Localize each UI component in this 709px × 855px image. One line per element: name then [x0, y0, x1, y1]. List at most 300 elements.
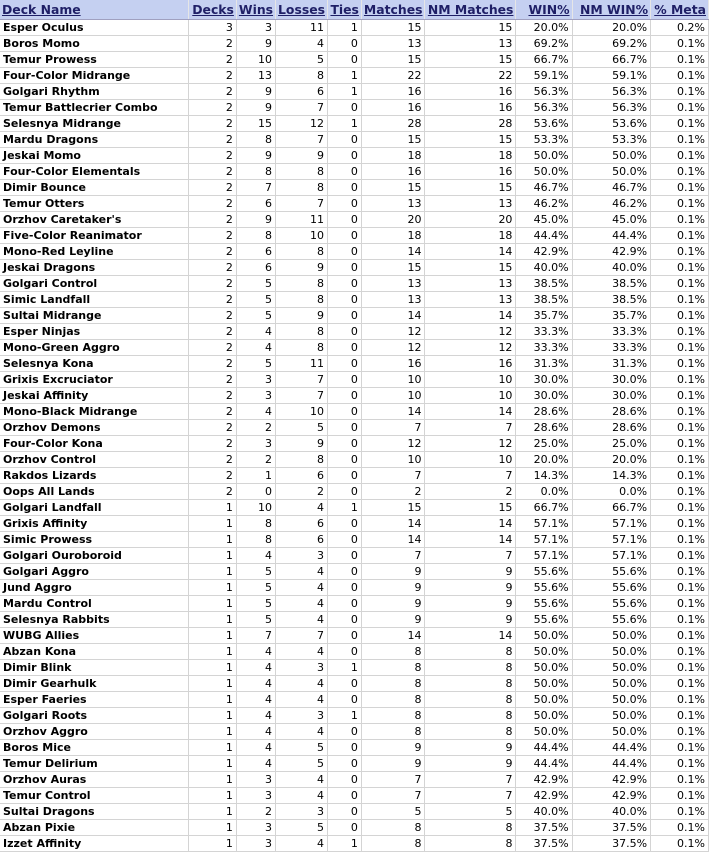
table-row[interactable] [0, 180, 709, 196]
ties-cell[interactable]: 0 [327, 548, 361, 564]
ties-cell[interactable]: 1 [327, 20, 361, 36]
win-pct-cell[interactable]: 38.5% [516, 276, 572, 292]
deck-name-cell[interactable]: Abzan Kona [0, 644, 189, 660]
deck-name-cell[interactable]: Mono-Green Aggro [0, 340, 189, 356]
table-row[interactable] [0, 324, 709, 340]
losses-cell[interactable]: 5 [276, 756, 328, 772]
decks-cell[interactable]: 2 [189, 212, 237, 228]
decks-cell[interactable]: 2 [189, 292, 237, 308]
wins-cell[interactable]: 3 [236, 820, 275, 836]
ties-cell[interactable]: 0 [327, 292, 361, 308]
losses-cell[interactable]: 6 [276, 84, 328, 100]
pct-meta-cell[interactable]: 0.1% [651, 228, 709, 244]
pct-meta-cell[interactable]: 0.1% [651, 148, 709, 164]
wins-cell[interactable]: 1 [236, 468, 275, 484]
deck-name-cell[interactable]: Jeskai Affinity [0, 388, 189, 404]
wins-cell[interactable]: 3 [236, 20, 275, 36]
losses-cell[interactable]: 8 [276, 292, 328, 308]
pct-meta-cell[interactable]: 0.1% [651, 660, 709, 676]
nm-matches-cell[interactable]: 10 [425, 388, 516, 404]
losses-cell[interactable]: 8 [276, 340, 328, 356]
win-pct-cell[interactable]: 46.2% [516, 196, 572, 212]
losses-cell[interactable]: 4 [276, 772, 328, 788]
nm-matches-cell[interactable]: 15 [425, 260, 516, 276]
decks-cell[interactable]: 2 [189, 436, 237, 452]
deck-name-cell[interactable]: Four-Color Kona [0, 436, 189, 452]
ties-cell[interactable]: 0 [327, 164, 361, 180]
nm-win-pct-cell[interactable]: 50.0% [572, 644, 651, 660]
win-pct-cell[interactable]: 30.0% [516, 388, 572, 404]
losses-cell[interactable]: 6 [276, 468, 328, 484]
deck-name-cell[interactable]: Temur Control [0, 788, 189, 804]
win-pct-cell[interactable]: 50.0% [516, 644, 572, 660]
deck-name-cell[interactable]: Temur Prowess [0, 52, 189, 68]
win-pct-cell[interactable]: 66.7% [516, 52, 572, 68]
nm-win-pct-cell[interactable]: 35.7% [572, 308, 651, 324]
column-header-wins[interactable]: Wins [236, 0, 275, 20]
win-pct-cell[interactable]: 30.0% [516, 372, 572, 388]
matches-cell[interactable]: 12 [361, 340, 425, 356]
nm-matches-cell[interactable]: 16 [425, 100, 516, 116]
nm-win-pct-cell[interactable]: 40.0% [572, 260, 651, 276]
losses-cell[interactable]: 10 [276, 404, 328, 420]
wins-cell[interactable]: 5 [236, 612, 275, 628]
pct-meta-cell[interactable]: 0.1% [651, 420, 709, 436]
wins-cell[interactable]: 4 [236, 340, 275, 356]
nm-win-pct-cell[interactable]: 55.6% [572, 596, 651, 612]
deck-name-cell[interactable]: Oops All Lands [0, 484, 189, 500]
pct-meta-cell[interactable]: 0.2% [651, 20, 709, 36]
wins-cell[interactable]: 15 [236, 116, 275, 132]
wins-cell[interactable]: 4 [236, 644, 275, 660]
nm-win-pct-cell[interactable]: 50.0% [572, 628, 651, 644]
nm-win-pct-cell[interactable]: 38.5% [572, 292, 651, 308]
nm-win-pct-cell[interactable]: 57.1% [572, 548, 651, 564]
pct-meta-cell[interactable]: 0.1% [651, 436, 709, 452]
nm-matches-cell[interactable]: 9 [425, 564, 516, 580]
deck-name-cell[interactable]: Mardu Control [0, 596, 189, 612]
decks-cell[interactable]: 1 [189, 756, 237, 772]
deck-name-cell[interactable]: Selesnya Kona [0, 356, 189, 372]
deck-name-cell[interactable]: Golgari Aggro [0, 564, 189, 580]
win-pct-cell[interactable]: 42.9% [516, 244, 572, 260]
win-pct-cell[interactable]: 42.9% [516, 772, 572, 788]
pct-meta-cell[interactable]: 0.1% [651, 580, 709, 596]
nm-win-pct-cell[interactable]: 59.1% [572, 68, 651, 84]
nm-matches-cell[interactable]: 8 [425, 644, 516, 660]
decks-cell[interactable]: 1 [189, 548, 237, 564]
nm-matches-cell[interactable]: 12 [425, 436, 516, 452]
decks-cell[interactable]: 2 [189, 420, 237, 436]
pct-meta-cell[interactable]: 0.1% [651, 196, 709, 212]
win-pct-cell[interactable]: 20.0% [516, 20, 572, 36]
table-row[interactable] [0, 484, 709, 500]
matches-cell[interactable]: 12 [361, 436, 425, 452]
win-pct-cell[interactable]: 20.0% [516, 452, 572, 468]
ties-cell[interactable]: 0 [327, 180, 361, 196]
losses-cell[interactable]: 7 [276, 388, 328, 404]
ties-cell[interactable]: 0 [327, 404, 361, 420]
matches-cell[interactable]: 8 [361, 708, 425, 724]
table-row[interactable] [0, 676, 709, 692]
pct-meta-cell[interactable]: 0.1% [651, 484, 709, 500]
matches-cell[interactable]: 8 [361, 692, 425, 708]
matches-cell[interactable]: 9 [361, 564, 425, 580]
losses-cell[interactable]: 8 [276, 276, 328, 292]
nm-win-pct-cell[interactable]: 56.3% [572, 84, 651, 100]
win-pct-cell[interactable]: 44.4% [516, 740, 572, 756]
nm-win-pct-cell[interactable]: 66.7% [572, 52, 651, 68]
wins-cell[interactable]: 5 [236, 596, 275, 612]
ties-cell[interactable]: 1 [327, 68, 361, 84]
nm-matches-cell[interactable]: 8 [425, 708, 516, 724]
ties-cell[interactable]: 0 [327, 532, 361, 548]
ties-cell[interactable]: 0 [327, 644, 361, 660]
nm-matches-cell[interactable]: 5 [425, 804, 516, 820]
matches-cell[interactable]: 7 [361, 548, 425, 564]
matches-cell[interactable]: 10 [361, 372, 425, 388]
nm-win-pct-cell[interactable]: 53.3% [572, 132, 651, 148]
decks-cell[interactable]: 2 [189, 260, 237, 276]
nm-matches-cell[interactable]: 9 [425, 580, 516, 596]
decks-cell[interactable]: 1 [189, 500, 237, 516]
ties-cell[interactable]: 0 [327, 628, 361, 644]
pct-meta-cell[interactable]: 0.1% [651, 276, 709, 292]
win-pct-cell[interactable]: 40.0% [516, 260, 572, 276]
deck-name-cell[interactable]: Four-Color Midrange [0, 68, 189, 84]
ties-cell[interactable]: 1 [327, 660, 361, 676]
matches-cell[interactable]: 10 [361, 452, 425, 468]
table-row[interactable] [0, 148, 709, 164]
decks-cell[interactable]: 1 [189, 516, 237, 532]
ties-cell[interactable]: 0 [327, 772, 361, 788]
ties-cell[interactable]: 1 [327, 708, 361, 724]
pct-meta-cell[interactable]: 0.1% [651, 644, 709, 660]
wins-cell[interactable]: 9 [236, 84, 275, 100]
losses-cell[interactable]: 8 [276, 180, 328, 196]
win-pct-cell[interactable]: 57.1% [516, 548, 572, 564]
deck-name-cell[interactable]: Mono-Black Midrange [0, 404, 189, 420]
pct-meta-cell[interactable]: 0.1% [651, 628, 709, 644]
decks-cell[interactable]: 2 [189, 116, 237, 132]
table-row[interactable] [0, 84, 709, 100]
nm-matches-cell[interactable]: 16 [425, 164, 516, 180]
deck-name-cell[interactable]: Orzhov Aggro [0, 724, 189, 740]
matches-cell[interactable]: 16 [361, 164, 425, 180]
ties-cell[interactable]: 0 [327, 452, 361, 468]
win-pct-cell[interactable]: 50.0% [516, 164, 572, 180]
deck-name-cell[interactable]: Grixis Excruciator [0, 372, 189, 388]
deck-name-cell[interactable]: Boros Momo [0, 36, 189, 52]
decks-cell[interactable]: 2 [189, 196, 237, 212]
losses-cell[interactable]: 9 [276, 308, 328, 324]
decks-cell[interactable]: 2 [189, 468, 237, 484]
nm-win-pct-cell[interactable]: 0.0% [572, 484, 651, 500]
table-row[interactable] [0, 724, 709, 740]
matches-cell[interactable]: 16 [361, 100, 425, 116]
nm-win-pct-cell[interactable]: 50.0% [572, 148, 651, 164]
nm-win-pct-cell[interactable]: 57.1% [572, 532, 651, 548]
pct-meta-cell[interactable]: 0.1% [651, 836, 709, 852]
matches-cell[interactable]: 16 [361, 84, 425, 100]
decks-cell[interactable]: 2 [189, 484, 237, 500]
matches-cell[interactable]: 15 [361, 180, 425, 196]
nm-win-pct-cell[interactable]: 20.0% [572, 20, 651, 36]
ties-cell[interactable]: 0 [327, 100, 361, 116]
win-pct-cell[interactable]: 33.3% [516, 324, 572, 340]
table-row[interactable] [0, 564, 709, 580]
table-row[interactable] [0, 692, 709, 708]
column-header-matches[interactable]: Matches [361, 0, 425, 20]
nm-matches-cell[interactable]: 9 [425, 740, 516, 756]
nm-win-pct-cell[interactable]: 55.6% [572, 564, 651, 580]
nm-win-pct-cell[interactable]: 50.0% [572, 724, 651, 740]
wins-cell[interactable]: 4 [236, 756, 275, 772]
win-pct-cell[interactable]: 69.2% [516, 36, 572, 52]
column-header-nm-win-pct[interactable]: NM WIN% [572, 0, 651, 20]
table-row[interactable] [0, 404, 709, 420]
table-row[interactable] [0, 596, 709, 612]
decks-cell[interactable]: 2 [189, 388, 237, 404]
decks-cell[interactable]: 2 [189, 356, 237, 372]
deck-name-cell[interactable]: Golgari Ouroboroid [0, 548, 189, 564]
ties-cell[interactable]: 0 [327, 228, 361, 244]
decks-cell[interactable]: 2 [189, 404, 237, 420]
column-header-ties[interactable]: Ties [327, 0, 361, 20]
deck-name-cell[interactable]: Abzan Pixie [0, 820, 189, 836]
table-row[interactable] [0, 500, 709, 516]
nm-win-pct-cell[interactable]: 66.7% [572, 500, 651, 516]
win-pct-cell[interactable]: 55.6% [516, 564, 572, 580]
deck-name-cell[interactable]: Mardu Dragons [0, 132, 189, 148]
nm-win-pct-cell[interactable]: 42.9% [572, 788, 651, 804]
ties-cell[interactable]: 0 [327, 36, 361, 52]
win-pct-cell[interactable]: 38.5% [516, 292, 572, 308]
nm-win-pct-cell[interactable]: 25.0% [572, 436, 651, 452]
wins-cell[interactable]: 4 [236, 324, 275, 340]
wins-cell[interactable]: 3 [236, 436, 275, 452]
nm-win-pct-cell[interactable]: 50.0% [572, 676, 651, 692]
decks-cell[interactable]: 2 [189, 276, 237, 292]
matches-cell[interactable]: 13 [361, 276, 425, 292]
pct-meta-cell[interactable]: 0.1% [651, 36, 709, 52]
ties-cell[interactable]: 0 [327, 612, 361, 628]
nm-matches-cell[interactable]: 8 [425, 692, 516, 708]
table-row[interactable] [0, 116, 709, 132]
matches-cell[interactable]: 8 [361, 644, 425, 660]
decks-cell[interactable]: 2 [189, 164, 237, 180]
win-pct-cell[interactable]: 55.6% [516, 612, 572, 628]
deck-name-cell[interactable]: Jund Aggro [0, 580, 189, 596]
nm-win-pct-cell[interactable]: 57.1% [572, 516, 651, 532]
nm-matches-cell[interactable]: 15 [425, 132, 516, 148]
pct-meta-cell[interactable]: 0.1% [651, 548, 709, 564]
table-row[interactable] [0, 388, 709, 404]
nm-win-pct-cell[interactable]: 28.6% [572, 404, 651, 420]
nm-matches-cell[interactable]: 7 [425, 468, 516, 484]
deck-name-cell[interactable]: Dimir Blink [0, 660, 189, 676]
matches-cell[interactable]: 12 [361, 324, 425, 340]
matches-cell[interactable]: 14 [361, 516, 425, 532]
column-header-losses[interactable]: Losses [276, 0, 328, 20]
table-row[interactable] [0, 836, 709, 852]
pct-meta-cell[interactable]: 0.1% [651, 52, 709, 68]
wins-cell[interactable]: 5 [236, 292, 275, 308]
pct-meta-cell[interactable]: 0.1% [651, 756, 709, 772]
table-row[interactable] [0, 212, 709, 228]
wins-cell[interactable]: 4 [236, 548, 275, 564]
win-pct-cell[interactable]: 50.0% [516, 708, 572, 724]
nm-matches-cell[interactable]: 2 [425, 484, 516, 500]
nm-matches-cell[interactable]: 13 [425, 292, 516, 308]
pct-meta-cell[interactable]: 0.1% [651, 772, 709, 788]
deck-name-cell[interactable]: Orzhov Auras [0, 772, 189, 788]
wins-cell[interactable]: 9 [236, 148, 275, 164]
ties-cell[interactable]: 0 [327, 132, 361, 148]
nm-win-pct-cell[interactable]: 33.3% [572, 340, 651, 356]
losses-cell[interactable]: 8 [276, 452, 328, 468]
nm-win-pct-cell[interactable]: 14.3% [572, 468, 651, 484]
wins-cell[interactable]: 8 [236, 532, 275, 548]
win-pct-cell[interactable]: 55.6% [516, 580, 572, 596]
nm-matches-cell[interactable]: 18 [425, 148, 516, 164]
wins-cell[interactable]: 3 [236, 788, 275, 804]
wins-cell[interactable]: 6 [236, 244, 275, 260]
pct-meta-cell[interactable]: 0.1% [651, 788, 709, 804]
ties-cell[interactable]: 0 [327, 788, 361, 804]
win-pct-cell[interactable]: 28.6% [516, 420, 572, 436]
decks-cell[interactable]: 2 [189, 148, 237, 164]
decks-cell[interactable]: 2 [189, 180, 237, 196]
table-row[interactable] [0, 20, 709, 36]
deck-name-cell[interactable]: Rakdos Lizards [0, 468, 189, 484]
losses-cell[interactable]: 10 [276, 228, 328, 244]
table-row[interactable] [0, 580, 709, 596]
wins-cell[interactable]: 0 [236, 484, 275, 500]
matches-cell[interactable]: 22 [361, 68, 425, 84]
decks-cell[interactable]: 2 [189, 100, 237, 116]
nm-win-pct-cell[interactable]: 55.6% [572, 580, 651, 596]
decks-cell[interactable]: 1 [189, 708, 237, 724]
table-row[interactable] [0, 292, 709, 308]
decks-cell[interactable]: 1 [189, 692, 237, 708]
nm-matches-cell[interactable]: 9 [425, 612, 516, 628]
losses-cell[interactable]: 11 [276, 20, 328, 36]
table-row[interactable] [0, 276, 709, 292]
pct-meta-cell[interactable]: 0.1% [651, 500, 709, 516]
win-pct-cell[interactable]: 40.0% [516, 804, 572, 820]
table-row[interactable] [0, 372, 709, 388]
matches-cell[interactable]: 2 [361, 484, 425, 500]
win-pct-cell[interactable]: 50.0% [516, 628, 572, 644]
deck-name-cell[interactable]: Simic Prowess [0, 532, 189, 548]
win-pct-cell[interactable]: 37.5% [516, 836, 572, 852]
nm-matches-cell[interactable]: 12 [425, 324, 516, 340]
losses-cell[interactable]: 4 [276, 644, 328, 660]
nm-win-pct-cell[interactable]: 42.9% [572, 244, 651, 260]
losses-cell[interactable]: 2 [276, 484, 328, 500]
nm-matches-cell[interactable]: 10 [425, 372, 516, 388]
nm-matches-cell[interactable]: 14 [425, 244, 516, 260]
table-row[interactable] [0, 340, 709, 356]
column-header-decks[interactable]: Decks [189, 0, 237, 20]
losses-cell[interactable]: 12 [276, 116, 328, 132]
pct-meta-cell[interactable]: 0.1% [651, 132, 709, 148]
losses-cell[interactable]: 4 [276, 564, 328, 580]
deck-name-cell[interactable]: Boros Mice [0, 740, 189, 756]
deck-name-cell[interactable]: Selesnya Midrange [0, 116, 189, 132]
ties-cell[interactable]: 0 [327, 516, 361, 532]
win-pct-cell[interactable]: 0.0% [516, 484, 572, 500]
deck-name-cell[interactable]: Dimir Gearhulk [0, 676, 189, 692]
wins-cell[interactable]: 4 [236, 660, 275, 676]
ties-cell[interactable]: 0 [327, 372, 361, 388]
win-pct-cell[interactable]: 59.1% [516, 68, 572, 84]
nm-matches-cell[interactable]: 7 [425, 420, 516, 436]
nm-matches-cell[interactable]: 13 [425, 36, 516, 52]
decks-cell[interactable]: 2 [189, 68, 237, 84]
table-row[interactable] [0, 660, 709, 676]
win-pct-cell[interactable]: 55.6% [516, 596, 572, 612]
nm-matches-cell[interactable]: 13 [425, 276, 516, 292]
ties-cell[interactable]: 1 [327, 84, 361, 100]
ties-cell[interactable]: 1 [327, 836, 361, 852]
deck-name-cell[interactable]: Simic Landfall [0, 292, 189, 308]
matches-cell[interactable]: 18 [361, 228, 425, 244]
pct-meta-cell[interactable]: 0.1% [651, 740, 709, 756]
matches-cell[interactable]: 14 [361, 628, 425, 644]
wins-cell[interactable]: 4 [236, 692, 275, 708]
pct-meta-cell[interactable]: 0.1% [651, 292, 709, 308]
nm-win-pct-cell[interactable]: 37.5% [572, 820, 651, 836]
matches-cell[interactable]: 7 [361, 788, 425, 804]
nm-matches-cell[interactable]: 16 [425, 356, 516, 372]
nm-win-pct-cell[interactable]: 44.4% [572, 756, 651, 772]
nm-matches-cell[interactable]: 15 [425, 20, 516, 36]
ties-cell[interactable]: 0 [327, 676, 361, 692]
pct-meta-cell[interactable]: 0.1% [651, 516, 709, 532]
losses-cell[interactable]: 7 [276, 628, 328, 644]
wins-cell[interactable]: 5 [236, 356, 275, 372]
deck-name-cell[interactable]: Esper Faeries [0, 692, 189, 708]
losses-cell[interactable]: 4 [276, 676, 328, 692]
win-pct-cell[interactable]: 57.1% [516, 532, 572, 548]
deck-name-cell[interactable]: Selesnya Rabbits [0, 612, 189, 628]
deck-name-cell[interactable]: Temur Battlecrier Combo [0, 100, 189, 116]
decks-cell[interactable]: 1 [189, 740, 237, 756]
matches-cell[interactable]: 16 [361, 356, 425, 372]
matches-cell[interactable]: 5 [361, 804, 425, 820]
nm-matches-cell[interactable]: 9 [425, 596, 516, 612]
table-row[interactable] [0, 548, 709, 564]
pct-meta-cell[interactable]: 0.1% [651, 692, 709, 708]
deck-name-cell[interactable]: Jeskai Dragons [0, 260, 189, 276]
ties-cell[interactable]: 0 [327, 260, 361, 276]
nm-matches-cell[interactable]: 8 [425, 660, 516, 676]
deck-name-cell[interactable]: Golgari Rhythm [0, 84, 189, 100]
nm-win-pct-cell[interactable]: 30.0% [572, 388, 651, 404]
pct-meta-cell[interactable]: 0.1% [651, 596, 709, 612]
win-pct-cell[interactable]: 37.5% [516, 820, 572, 836]
losses-cell[interactable]: 9 [276, 436, 328, 452]
wins-cell[interactable]: 13 [236, 68, 275, 84]
nm-win-pct-cell[interactable]: 33.3% [572, 324, 651, 340]
losses-cell[interactable]: 4 [276, 836, 328, 852]
decks-cell[interactable]: 2 [189, 84, 237, 100]
wins-cell[interactable]: 4 [236, 740, 275, 756]
matches-cell[interactable]: 8 [361, 676, 425, 692]
pct-meta-cell[interactable]: 0.1% [651, 116, 709, 132]
